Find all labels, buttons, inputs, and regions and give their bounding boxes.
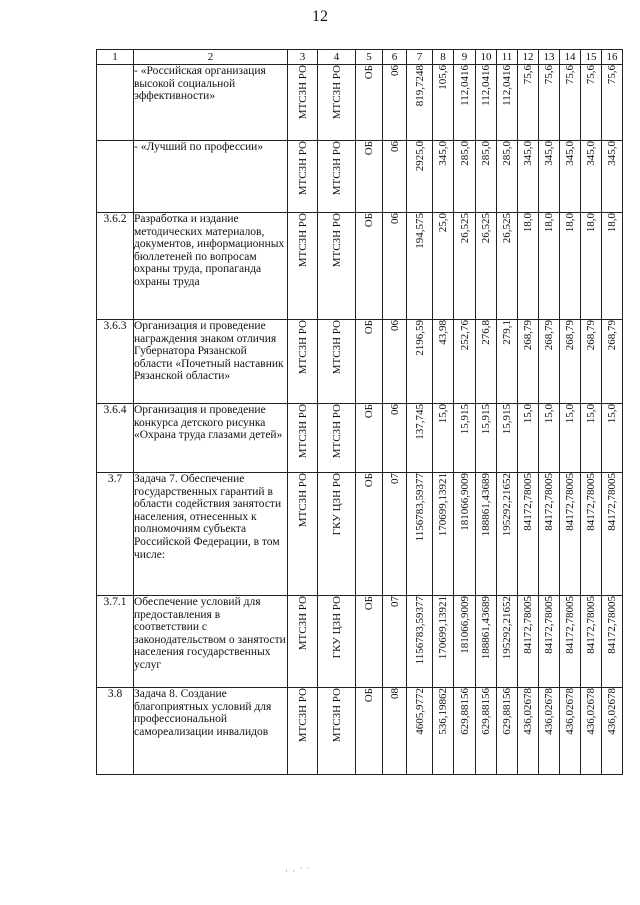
value-cell xyxy=(476,688,497,775)
value-cell xyxy=(497,473,518,596)
code-cell xyxy=(383,320,407,404)
amount-value: 819,7248 xyxy=(413,65,426,107)
executor: МТСЗН РО xyxy=(296,141,309,196)
amount-value: 345,0 xyxy=(564,141,576,166)
value-cell xyxy=(433,65,454,141)
header-row xyxy=(97,50,623,65)
amount-value: 84172,78005 xyxy=(606,596,618,654)
value-cell xyxy=(581,141,602,213)
value-cell xyxy=(433,141,454,213)
value-cell xyxy=(454,596,476,688)
value-cell xyxy=(407,213,433,320)
value-cell xyxy=(518,404,539,473)
amount-value: 181066,9009 xyxy=(458,596,471,654)
value-cell xyxy=(407,65,433,141)
amount-value: 18,0 xyxy=(564,213,576,233)
value-cell xyxy=(602,404,623,473)
code: 06 xyxy=(388,404,401,415)
executor: МТСЗН РО xyxy=(296,320,309,375)
amount-value: 345,0 xyxy=(522,141,534,166)
value-cell xyxy=(407,404,433,473)
amount-value: 18,0 xyxy=(522,213,534,233)
funding-source: ОБ xyxy=(363,596,375,611)
value-cell xyxy=(476,320,497,404)
funding-source: ОБ xyxy=(363,688,375,703)
executor-cell xyxy=(288,320,318,404)
value-cell xyxy=(407,596,433,688)
code: 06 xyxy=(388,213,401,224)
value-cell xyxy=(476,404,497,473)
executor: МТСЗН РО xyxy=(296,473,309,528)
code-cell xyxy=(383,688,407,775)
executor: МТСЗН РО xyxy=(296,404,309,459)
amount-value: 15,0 xyxy=(522,404,534,424)
amount-value: 4605,9772 xyxy=(413,688,426,735)
participant: ГКУ ЦЗН РО xyxy=(330,596,343,659)
item-number: 3.7.1 xyxy=(97,596,134,688)
amount-value: 75,6 xyxy=(543,65,555,85)
funding-source: ОБ xyxy=(363,141,375,156)
column-number-cell: 6 xyxy=(383,50,407,65)
participant-cell xyxy=(318,213,356,320)
value-cell xyxy=(476,596,497,688)
value-cell xyxy=(602,320,623,404)
column-number-cell: 14 xyxy=(560,50,581,65)
item-number: 3.6.2 xyxy=(97,213,134,320)
column-number-cell: 1 xyxy=(97,50,134,65)
table-row xyxy=(97,320,623,404)
value-cell xyxy=(518,65,539,141)
amount-value: 629,88156 xyxy=(458,688,471,735)
value-cell xyxy=(433,320,454,404)
amount-value: 112,0416 xyxy=(501,65,513,106)
executor-cell xyxy=(288,688,318,775)
value-cell xyxy=(560,404,581,473)
funding-source: ОБ xyxy=(363,65,375,80)
value-cell xyxy=(433,688,454,775)
value-cell xyxy=(454,473,476,596)
amount-value: 15,915 xyxy=(501,404,513,435)
participant-cell xyxy=(318,65,356,141)
funding-source-cell xyxy=(356,596,383,688)
column-number-cell: 10 xyxy=(476,50,497,65)
amount-value: 268,79 xyxy=(522,320,534,351)
scan-artifact: · · ˙ ˙ xyxy=(285,866,311,876)
funding-source: ОБ xyxy=(363,320,375,335)
value-cell xyxy=(539,596,560,688)
value-cell xyxy=(497,688,518,775)
page-number: 12 xyxy=(312,8,328,25)
column-number-cell: 3 xyxy=(288,50,318,65)
amount-value: 285,0 xyxy=(480,141,492,166)
value-cell xyxy=(602,141,623,213)
value-cell xyxy=(581,473,602,596)
amount-value: 181066,9009 xyxy=(458,473,471,531)
item-description: - «Лучший по профессии» xyxy=(134,141,288,213)
value-cell xyxy=(560,473,581,596)
amount-value: 276,8 xyxy=(480,320,492,345)
value-cell xyxy=(454,404,476,473)
item-description: Организация и проведение награждения знаком отличия Губернатора Рязанской области «Почетный наставник Рязанской области» xyxy=(134,320,288,404)
funding-source: ОБ xyxy=(363,473,375,488)
value-cell xyxy=(581,404,602,473)
item-number: 3.8 xyxy=(97,688,134,775)
amount-value: 18,0 xyxy=(543,213,555,233)
value-cell xyxy=(539,473,560,596)
code-cell xyxy=(383,596,407,688)
amount-value: 75,6 xyxy=(606,65,618,85)
executor: МТСЗН РО xyxy=(296,688,309,743)
value-cell xyxy=(497,213,518,320)
value-cell xyxy=(581,320,602,404)
amount-value: 84172,78005 xyxy=(585,473,597,531)
funding-source-cell xyxy=(356,473,383,596)
value-cell xyxy=(497,320,518,404)
executor-cell xyxy=(288,404,318,473)
column-number-cell: 13 xyxy=(539,50,560,65)
amount-value: 436,02678 xyxy=(543,688,555,735)
column-number-cell: 7 xyxy=(407,50,433,65)
executor-cell xyxy=(288,65,318,141)
code-cell xyxy=(383,141,407,213)
executor-cell xyxy=(288,596,318,688)
item-description: - «Российская организация высокой социальной эффективности» xyxy=(134,65,288,141)
value-cell xyxy=(581,688,602,775)
amount-value: 345,0 xyxy=(437,141,449,166)
value-cell xyxy=(602,688,623,775)
value-cell xyxy=(476,213,497,320)
participant: МТСЗН РО xyxy=(330,688,343,743)
amount-value: 1156783,59377 xyxy=(413,473,426,542)
value-cell xyxy=(539,688,560,775)
column-number-cell: 9 xyxy=(454,50,476,65)
column-number-cell: 8 xyxy=(433,50,454,65)
participant: МТСЗН РО xyxy=(330,65,343,120)
amount-value: 84172,78005 xyxy=(564,596,576,654)
column-number-cell: 2 xyxy=(134,50,288,65)
item-number xyxy=(97,141,134,213)
participant: МТСЗН РО xyxy=(330,320,343,375)
item-number: 3.7 xyxy=(97,473,134,596)
column-number-cell: 16 xyxy=(602,50,623,65)
table-row xyxy=(97,473,623,596)
amount-value: 84172,78005 xyxy=(543,473,555,531)
amount-value: 75,6 xyxy=(585,65,597,85)
participant: МТСЗН РО xyxy=(330,404,343,459)
value-cell xyxy=(518,473,539,596)
value-cell xyxy=(497,596,518,688)
value-cell xyxy=(433,596,454,688)
amount-value: 112,0416 xyxy=(480,65,492,106)
funding-source-cell xyxy=(356,688,383,775)
code: 07 xyxy=(388,596,401,607)
item-number: 3.6.4 xyxy=(97,404,134,473)
amount-value: 15,0 xyxy=(543,404,555,424)
amount-value: 268,79 xyxy=(564,320,576,351)
table-row xyxy=(97,596,623,688)
value-cell xyxy=(560,65,581,141)
amount-value: 105,6 xyxy=(437,65,449,90)
amount-value: 112,0416 xyxy=(458,65,471,106)
value-cell xyxy=(476,141,497,213)
value-cell xyxy=(560,688,581,775)
item-description: Задача 8. Создание благоприятных условий для профессиональной самореализации инвалидов xyxy=(134,688,288,775)
amount-value: 252,76 xyxy=(458,320,471,351)
executor-cell xyxy=(288,141,318,213)
participant-cell xyxy=(318,404,356,473)
value-cell xyxy=(539,65,560,141)
value-cell xyxy=(602,213,623,320)
amount-value: 188861,43689 xyxy=(480,473,492,537)
value-cell xyxy=(433,473,454,596)
amount-value: 268,79 xyxy=(606,320,618,351)
amount-value: 345,0 xyxy=(543,141,555,166)
amount-value: 18,0 xyxy=(606,213,618,233)
value-cell xyxy=(497,65,518,141)
code: 07 xyxy=(388,473,401,484)
executor-cell xyxy=(288,213,318,320)
value-cell xyxy=(539,320,560,404)
amount-value: 15,0 xyxy=(564,404,576,424)
participant-cell xyxy=(318,473,356,596)
participant: МТСЗН РО xyxy=(330,213,343,268)
amount-value: 75,6 xyxy=(564,65,576,85)
amount-value: 43,98 xyxy=(437,320,449,345)
funding-source-cell xyxy=(356,404,383,473)
code-cell xyxy=(383,65,407,141)
value-cell xyxy=(407,141,433,213)
column-number-cell: 15 xyxy=(581,50,602,65)
funding-source: ОБ xyxy=(363,404,375,419)
amount-value: 195292,21652 xyxy=(501,473,513,537)
amount-value: 170699,13921 xyxy=(437,473,449,537)
value-cell xyxy=(539,213,560,320)
code: 06 xyxy=(388,141,401,152)
program-table xyxy=(96,49,623,775)
amount-value: 279,1 xyxy=(501,320,513,345)
amount-value: 345,0 xyxy=(585,141,597,166)
amount-value: 84172,78005 xyxy=(564,473,576,531)
value-cell xyxy=(539,404,560,473)
amount-value: 268,79 xyxy=(543,320,555,351)
value-cell xyxy=(518,596,539,688)
item-description: Обеспечение условий для предоставления в соответствии с законодательством о занятости населения государственных услуг xyxy=(134,596,288,688)
value-cell xyxy=(476,65,497,141)
column-number-cell: 11 xyxy=(497,50,518,65)
code-cell xyxy=(383,404,407,473)
value-cell xyxy=(454,688,476,775)
code-cell xyxy=(383,473,407,596)
value-cell xyxy=(497,404,518,473)
amount-value: 84172,78005 xyxy=(522,473,534,531)
amount-value: 285,0 xyxy=(501,141,513,166)
amount-value: 18,0 xyxy=(585,213,597,233)
amount-value: 436,02678 xyxy=(564,688,576,735)
value-cell xyxy=(454,65,476,141)
item-description: Разработка и издание методических материалов, документов, информационных бюллетеней по вопросам охраны труда, пропаганда охраны труда xyxy=(134,213,288,320)
value-cell xyxy=(518,141,539,213)
value-cell xyxy=(407,688,433,775)
value-cell xyxy=(518,320,539,404)
participant-cell xyxy=(318,688,356,775)
item-number xyxy=(97,65,134,141)
executor: МТСЗН РО xyxy=(296,596,309,651)
funding-source-cell xyxy=(356,141,383,213)
amount-value: 75,6 xyxy=(522,65,534,85)
amount-value: 629,88156 xyxy=(480,688,492,735)
amount-value: 137,745 xyxy=(413,404,426,440)
amount-value: 25,0 xyxy=(437,213,449,233)
amount-value: 345,0 xyxy=(606,141,618,166)
column-number-cell: 4 xyxy=(318,50,356,65)
value-cell xyxy=(602,596,623,688)
value-cell xyxy=(407,320,433,404)
participant: МТСЗН РО xyxy=(330,141,343,196)
value-cell xyxy=(560,213,581,320)
amount-value: 194,575 xyxy=(413,213,426,249)
amount-value: 195292,21652 xyxy=(501,596,513,660)
value-cell xyxy=(433,404,454,473)
value-cell xyxy=(581,213,602,320)
item-description: Организация и проведение конкурса детского рисунка «Охрана труда глазами детей» xyxy=(134,404,288,473)
amount-value: 268,79 xyxy=(585,320,597,351)
amount-value: 1156783,59377 xyxy=(413,596,426,665)
value-cell xyxy=(602,65,623,141)
value-cell xyxy=(560,320,581,404)
table-row xyxy=(97,141,623,213)
value-cell xyxy=(581,65,602,141)
amount-value: 15,0 xyxy=(606,404,618,424)
value-cell xyxy=(454,141,476,213)
funding-source: ОБ xyxy=(363,213,375,228)
amount-value: 188861,43689 xyxy=(480,596,492,660)
amount-value: 2925,0 xyxy=(413,141,426,172)
amount-value: 84172,78005 xyxy=(522,596,534,654)
amount-value: 436,02678 xyxy=(606,688,618,735)
amount-value: 436,02678 xyxy=(522,688,534,735)
amount-value: 15,0 xyxy=(585,404,597,424)
value-cell xyxy=(518,213,539,320)
amount-value: 2196,59 xyxy=(413,320,426,356)
amount-value: 436,02678 xyxy=(585,688,597,735)
value-cell xyxy=(602,473,623,596)
amount-value: 84172,78005 xyxy=(606,473,618,531)
amount-value: 629,88156 xyxy=(501,688,513,735)
amount-value: 84172,78005 xyxy=(543,596,555,654)
item-description: Задача 7. Обеспечение государственных гарантий в области содействия занятости населения, отнесенных к полномочиям субъекта Российской Федерации, в том числе: xyxy=(134,473,288,596)
funding-source-cell xyxy=(356,65,383,141)
value-cell xyxy=(433,213,454,320)
participant-cell xyxy=(318,141,356,213)
code: 06 xyxy=(388,320,401,331)
value-cell xyxy=(454,213,476,320)
table-row xyxy=(97,65,623,141)
value-cell xyxy=(497,141,518,213)
funding-source-cell xyxy=(356,213,383,320)
participant: ГКУ ЦЗН РО xyxy=(330,473,343,536)
value-cell xyxy=(581,596,602,688)
table-row xyxy=(97,688,623,775)
table-row xyxy=(97,213,623,320)
code: 06 xyxy=(388,65,401,76)
executor: МТСЗН РО xyxy=(296,65,309,120)
column-number-cell: 5 xyxy=(356,50,383,65)
amount-value: 285,0 xyxy=(458,141,471,166)
value-cell xyxy=(454,320,476,404)
funding-source-cell xyxy=(356,320,383,404)
column-number-cell: 12 xyxy=(518,50,539,65)
amount-value: 170699,13921 xyxy=(437,596,449,660)
table-row xyxy=(97,404,623,473)
code-cell xyxy=(383,213,407,320)
amount-value: 26,525 xyxy=(480,213,492,244)
value-cell xyxy=(476,473,497,596)
value-cell xyxy=(560,141,581,213)
executor: МТСЗН РО xyxy=(296,213,309,268)
amount-value: 26,525 xyxy=(458,213,471,244)
value-cell xyxy=(407,473,433,596)
value-cell xyxy=(539,141,560,213)
participant-cell xyxy=(318,596,356,688)
amount-value: 26,525 xyxy=(501,213,513,244)
amount-value: 15,0 xyxy=(437,404,449,424)
amount-value: 15,915 xyxy=(458,404,471,435)
executor-cell xyxy=(288,473,318,596)
item-number: 3.6.3 xyxy=(97,320,134,404)
value-cell xyxy=(518,688,539,775)
code: 08 xyxy=(388,688,401,699)
amount-value: 15,915 xyxy=(480,404,492,435)
participant-cell xyxy=(318,320,356,404)
amount-value: 84172,78005 xyxy=(585,596,597,654)
amount-value: 536,19862 xyxy=(437,688,449,735)
value-cell xyxy=(560,596,581,688)
